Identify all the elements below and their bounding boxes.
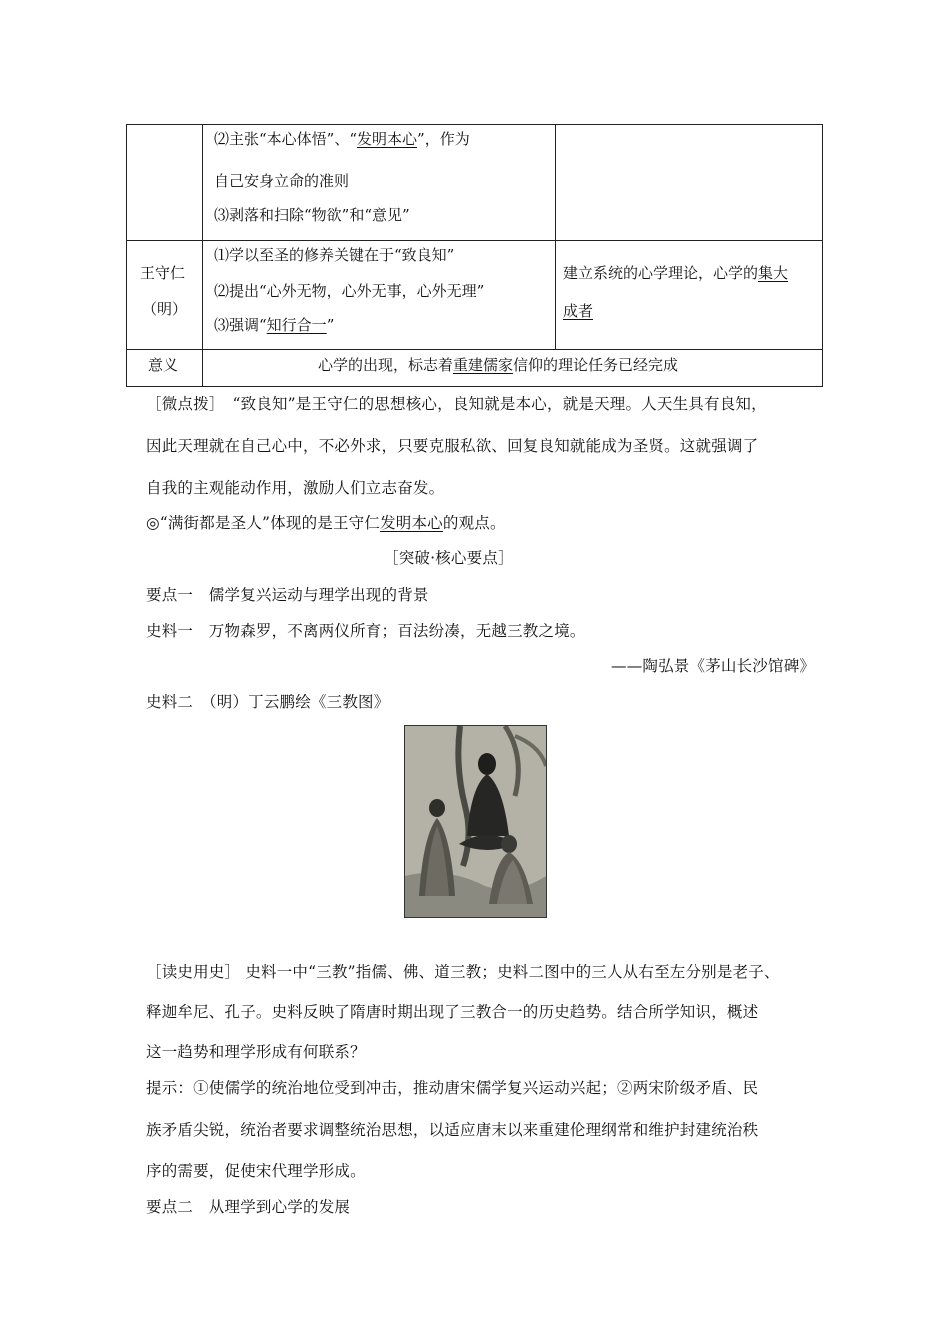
table-contribution: 建立系统的心学理论，心学的集大: [563, 264, 789, 282]
table-cell-text: ⑵主张“本心体悟”、“发明本心”，作为: [214, 130, 470, 148]
tip-line: 因此天理就在自己心中，不必外求，只要克服私欲、回复良知就能成为圣贤。这就强调了: [146, 437, 759, 455]
table-person-name: 王守仁: [140, 264, 186, 282]
table-contribution-cont: 成者: [563, 302, 594, 320]
table-cell-text: ⑶强调“知行合一”: [214, 316, 335, 334]
tip-line: ［微点拨］ “致良知”是王守仁的思想核心，良知就是本心，就是天理。人天生具有良知，: [146, 395, 767, 413]
tip-line: 自我的主观能动作用，激励人们立志奋发。: [146, 479, 445, 497]
hint-line: 提示：①使儒学的统治地位受到冲击，推动唐宋儒学复兴运动兴起；②两宋阶级矛盾、民: [146, 1079, 759, 1097]
source-1: 史料一 万物森罗，不离两仪所育；百法纷凑，无越三教之境。: [146, 622, 586, 640]
source-1-attribution: ——陶弘景《茅山长沙馆碑》: [611, 657, 816, 675]
section-title: ［突破·核心要点］: [383, 549, 514, 567]
table-cell-text: ⑴学以至圣的修养关键在于“致良知”: [214, 246, 455, 264]
table-cell-text: ⑵提出“心外无物，心外无事，心外无理”: [214, 282, 485, 300]
tip-note: ◎“满街都是圣人”体现的是王守仁发明本心的观点。: [146, 514, 506, 532]
key-point-1: 要点一 儒学复兴运动与理学出现的背景: [146, 586, 429, 604]
three-teachings-painting: [404, 725, 547, 918]
key-point-2: 要点二 从理学到心学的发展: [146, 1198, 351, 1216]
table-cell-text: ⑶剥落和扫除“物欲”和“意见”: [214, 206, 410, 224]
read-question-line: 释迦牟尼、孔子。史料反映了隋唐时期出现了三教合一的历史趋势。结合所学知识，概述: [146, 1003, 759, 1021]
table-cell-text: 自己安身立命的准则: [214, 172, 350, 190]
table-meaning-label: 意义: [148, 356, 179, 374]
table-person-dynasty: （明）: [142, 300, 188, 318]
hint-line: 族矛盾尖锐，统治者要求调整统治思想，以适应唐末以来重建伦理纲常和维护封建统治秩: [146, 1121, 759, 1139]
hint-line: 序的需要，促使宋代理学形成。: [146, 1162, 366, 1180]
read-question-line: ［读史用史］ 史料一中“三教”指儒、佛、道三教；史料二图中的三人从右至左分别是老子、: [146, 963, 780, 981]
table-meaning-text: 心学的出现，标志着重建儒家信仰的理论任务已经完成: [318, 356, 679, 374]
source-2: 史料二 （明）丁云鹏绘《三教图》: [146, 693, 390, 711]
read-question-line: 这一趋势和理学形成有何联系？: [146, 1043, 366, 1061]
